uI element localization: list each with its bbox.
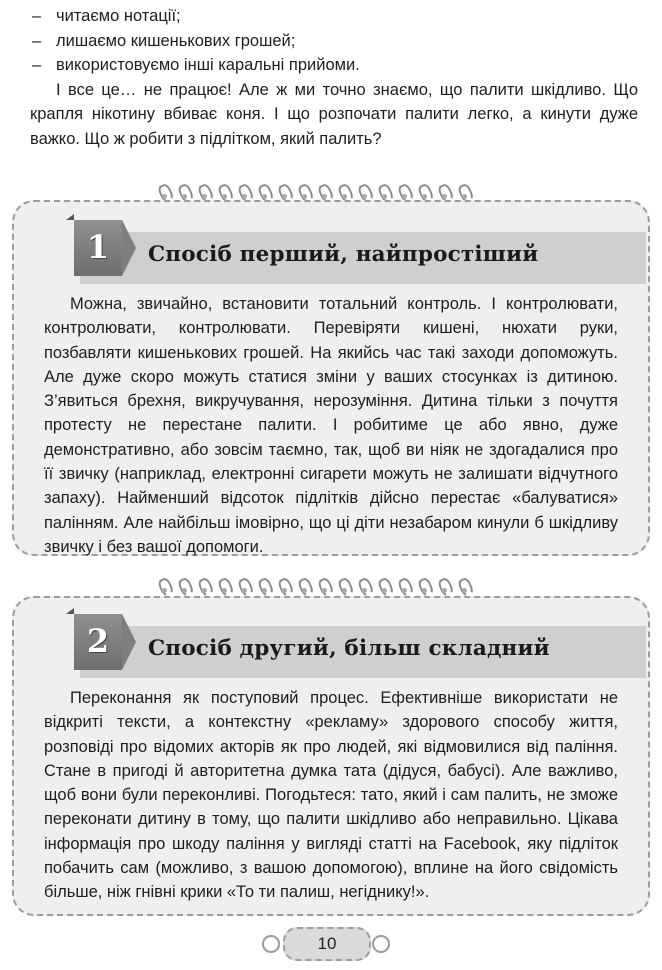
section-1-number-badge: 1 (74, 220, 122, 276)
spiral-binding-top (158, 180, 472, 202)
intro-block (30, 4, 638, 151)
section-2-number-badge: 2 (74, 614, 122, 670)
page-number: 10 (283, 927, 371, 961)
intro-paragraph: І все це… не працює! Але ж ми точно знаємо, що палити шкідливо. Що крапля нікотину вбиває коня. І що розпочати палити легко, а кинути дуже важко. Що ж робити з підлітком, який палить? (30, 80, 638, 148)
section-2-title: Спосіб другий, більш складний (148, 636, 550, 661)
dash-marker: – (32, 7, 42, 25)
section-2-text: Переконання як поступовий процес. Ефективніше використати не відкриті тексти, а контекстну «рекламу» здорового способу життя, розповіді про відомих акторів як про людей, які відмовилися від паління. Стане в пригоді й авторитетна думка тата (дідуся, бабусі). Але важливо, щоб вони були переконливі. Погодьтеся: тато, який і сам палить, не зможе переконати дитину в тому, що палити шкідливо або неправильно. Цікава інформація про шкоду паління у вигляді статті на Facebook, яку підліток побачить сам (можливо, з вашою допомогою), вплине на його свідомість більше, ніж гнівні крики «То ти палиш, негіднику!». (44, 689, 618, 902)
list-item-text: лишаємо кишенькових грошей; (56, 31, 296, 50)
section-1-text: Можна, звичайно, встановити тотальний контроль. І контролювати, контролювати, контролювати. Перевіряти кишені, нюхати руки, позбавляти кишенькових грошей. На якийсь час такі заходи допоможуть. Але дуже скоро можуть статися зміни у ваших стосунках із дитиною. З’явиться брехня, викручування, нерозуміння. Дитина тільки з почуття протесту не перестане палити. І робитиме це або явно, дуже демонстративно, або зовсім таємно, так, щоб ви ніяк не здогадалися про її звичку (наприклад, електронні сигарети можуть не залишати відчутного запаху). Найменший відсоток підлітків дійсно перестає «балуватися» палінням. Але найбільш імовірно, що ці діти незабаром кинули б шкідливу звичку і без вашої допомоги. (44, 295, 618, 556)
page-deco-left (262, 935, 280, 953)
list-item (30, 4, 638, 29)
dash-marker: – (32, 31, 42, 50)
list-item (30, 29, 638, 54)
section-1-title: Спосіб перший, найпростіший (148, 242, 539, 267)
spiral-binding-middle (158, 574, 472, 596)
dash-marker: – (32, 56, 42, 74)
list-item (30, 53, 638, 78)
page-deco-right (372, 935, 390, 953)
bullet-list (30, 4, 638, 78)
list-item-text: використовуємо інші каральні прийоми. (56, 56, 360, 74)
list-item-text: читаємо нотації; (56, 7, 181, 25)
section-2-box (12, 596, 650, 916)
section-1-box (12, 200, 650, 556)
